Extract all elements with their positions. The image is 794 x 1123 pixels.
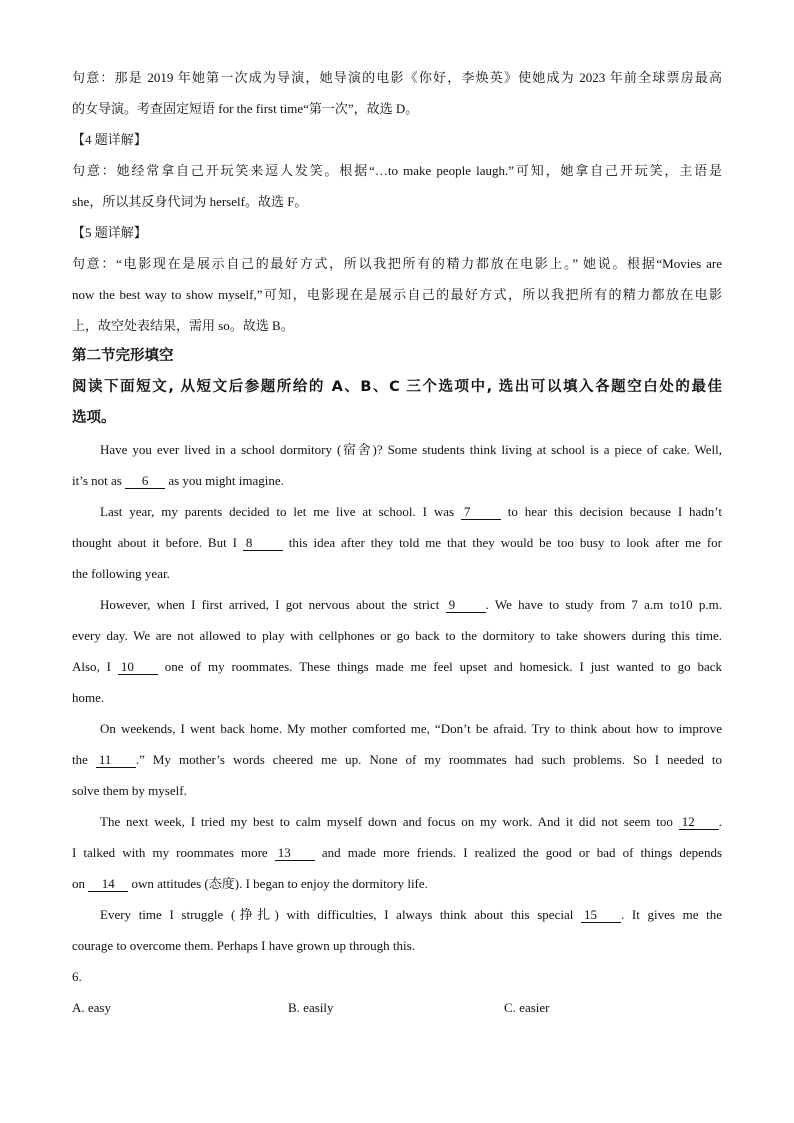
text-segment: as you might imagine. bbox=[165, 473, 284, 488]
passage-p5-line2 bbox=[72, 837, 722, 868]
question-6-number: 6. bbox=[72, 969, 82, 984]
text-segment: this idea after they told me that they would be too busy to look after me for bbox=[282, 535, 722, 550]
section-instruction-line2: 选项。 bbox=[72, 410, 116, 426]
text-segment: . We have to study from 7 a.m to10 p.m. bbox=[485, 597, 722, 612]
blank-12: 12 bbox=[679, 815, 719, 830]
text-segment: and made more friends. I realized the good or bad of things depends bbox=[314, 845, 722, 860]
text-segment: Also, I bbox=[72, 659, 118, 674]
text-segment: However, when I first arrived, I got nervous about the strict bbox=[100, 597, 446, 612]
text-segment: I talked with my roommates more bbox=[72, 845, 275, 860]
option-b: B. easily bbox=[288, 1000, 334, 1015]
text-segment: the bbox=[72, 752, 96, 767]
text-segment: thought about it before. But I bbox=[72, 535, 243, 550]
passage-p3-line2: every day. We are not allowed to play with cellphones or go back to the dormitory to take showers during this time. bbox=[72, 628, 722, 643]
blank-11: 11 bbox=[96, 753, 136, 768]
text-segment: it’s not as bbox=[72, 473, 126, 488]
text-segment: .” My mother’s words cheered me up. None of my roommates had such problems. So I needed to bbox=[135, 752, 722, 767]
section-instruction-line1: 阅读下面短文, 从短文后参题所给的 A、B、C 三个选项中, 选出可以填入各题空白处的最佳 bbox=[72, 379, 722, 395]
text-segment: . bbox=[718, 814, 722, 829]
blank-14: 14 bbox=[88, 877, 128, 892]
passage-p3-line3 bbox=[72, 651, 722, 682]
passage-p3-line1 bbox=[72, 589, 722, 620]
passage-p1-line1: Have you ever lived in a school dormitory (宿舍)? Some students think living at school is a piece of cake. Well, bbox=[100, 442, 722, 457]
option-a: A. easy bbox=[72, 1000, 111, 1015]
passage-p3-line4: home. bbox=[72, 690, 105, 705]
blank-9: 9 bbox=[446, 598, 486, 613]
section-title: 第二节完形填空 bbox=[72, 348, 174, 364]
q5-explanation-line3: 上，故空处表结果，需用 so。故选 B。 bbox=[72, 318, 294, 333]
q5-explanation-line1: 句意：“电影现在是展示自己的最好方式，所以我把所有的精力都放在电影上。” 她说。根据“Movies are bbox=[72, 256, 722, 271]
blank-7: 7 bbox=[461, 505, 501, 520]
passage-p5-line3 bbox=[72, 868, 722, 899]
text-segment: Last year, my parents decided to let me live at school. I was bbox=[100, 504, 461, 519]
text-segment: own attitudes (态度). I began to enjoy the dormitory life. bbox=[128, 876, 428, 891]
blank-13: 13 bbox=[275, 846, 315, 861]
text-segment: one of my roommates. These things made me feel upset and homesick. I just wanted to go back bbox=[157, 659, 722, 674]
passage-p2-line1 bbox=[72, 496, 722, 527]
passage-p6-line1 bbox=[72, 899, 722, 930]
q4-title: 【4 题详解】 bbox=[72, 132, 147, 147]
passage-p2-line2 bbox=[72, 527, 722, 558]
text-segment: to hear this decision because I hadn’t bbox=[500, 504, 722, 519]
passage-p5-line1 bbox=[72, 806, 722, 837]
text-segment: The next week, I tried my best to calm myself down and focus on my work. And it did not seem too bbox=[100, 814, 679, 829]
blank-10: 10 bbox=[118, 660, 158, 675]
document-page bbox=[72, 62, 722, 1023]
q5-title: 【5 题详解】 bbox=[72, 225, 147, 240]
passage-p1-line2 bbox=[72, 465, 722, 496]
passage-p4-line2 bbox=[72, 744, 722, 775]
q5-explanation-line2: now the best way to show myself,”可知，电影现在是展示自己的最好方式，所以我把所有的精力都放在电影 bbox=[72, 287, 722, 302]
text-segment: Every time I struggle (挣扎) with difficulties, I always think about this special bbox=[100, 907, 581, 922]
question-6-options bbox=[72, 992, 722, 1023]
option-c: C. easier bbox=[504, 1000, 550, 1015]
q3-explanation-line2: 的女导演。考查固定短语 for the first time“第一次”，故选 D。 bbox=[72, 101, 419, 116]
blank-8: 8 bbox=[243, 536, 283, 551]
text-segment: . It gives me the bbox=[621, 907, 722, 922]
q4-explanation-line2: she，所以其反身代词为 herself。故选 F。 bbox=[72, 194, 308, 209]
blank-6: 6 bbox=[125, 474, 165, 489]
passage-p6-line2: courage to overcome them. Perhaps I have grown up through this. bbox=[72, 938, 415, 953]
passage-p2-line3: the following year. bbox=[72, 566, 170, 581]
passage-p4-line1: On weekends, I went back home. My mother comforted me, “Don’t be afraid. Try to think about how to improve bbox=[100, 721, 722, 736]
q3-explanation-line1: 句意：那是 2019 年她第一次成为导演，她导演的电影《你好，李焕英》使她成为 2023 年前全球票房最高 bbox=[72, 70, 722, 85]
passage-p4-line3: solve them by myself. bbox=[72, 783, 187, 798]
blank-15: 15 bbox=[581, 908, 621, 923]
q4-explanation-line1: 句意：她经常拿自己开玩笑来逗人发笑。根据“…to make people laugh.”可知，她拿自己开玩笑，主语是 bbox=[72, 163, 722, 178]
text-segment: on bbox=[72, 876, 89, 891]
